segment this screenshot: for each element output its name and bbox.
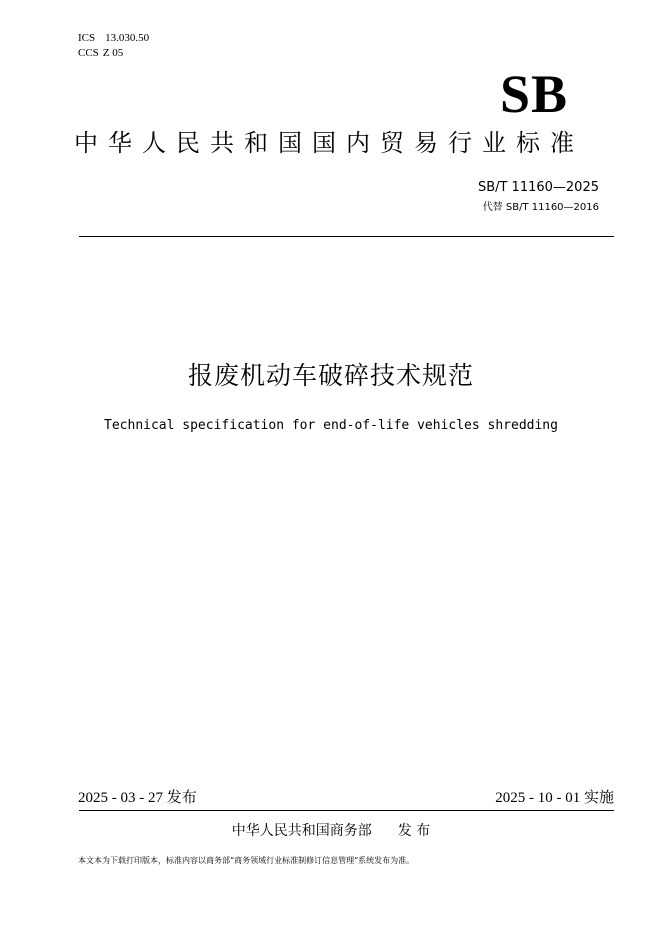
footer-divider [79,810,614,811]
header-divider [79,236,614,237]
document-title-english: Technical specification for end-of-life vehicles shredding [104,418,558,433]
implementation-date: 2025 - 10 - 01 实施 [495,790,614,806]
ccs-label: CCS [78,47,99,59]
issuer-name: 中华人民共和国商务部 [231,823,372,839]
replaces-standard: 代替 SB/T 11160—2016 [482,202,599,213]
issuing-authority [0,821,662,841]
document-title-chinese: 报废机动车破碎技术规范 [187,361,474,390]
ccs-code [78,47,123,60]
ics-number: 13.030.50 [105,32,150,44]
ccs-number: Z 05 [102,47,124,59]
ics-code [78,32,149,45]
standard-number: SB/T 11160—2025 [477,180,599,195]
standard-category-title: 中华人民共和国国内贸易行业标准 [74,129,584,157]
issue-date: 2025 - 03 - 27 发布 [78,790,197,806]
download-note: 本文本为下载打印版本，标准内容以商务部“商务领域行业标准制修订信息管理”系统发布为准。 [78,856,415,865]
issue-word: 发 布 [397,823,431,839]
ics-label: ICS [78,32,96,44]
sb-logo: SB [499,64,568,124]
